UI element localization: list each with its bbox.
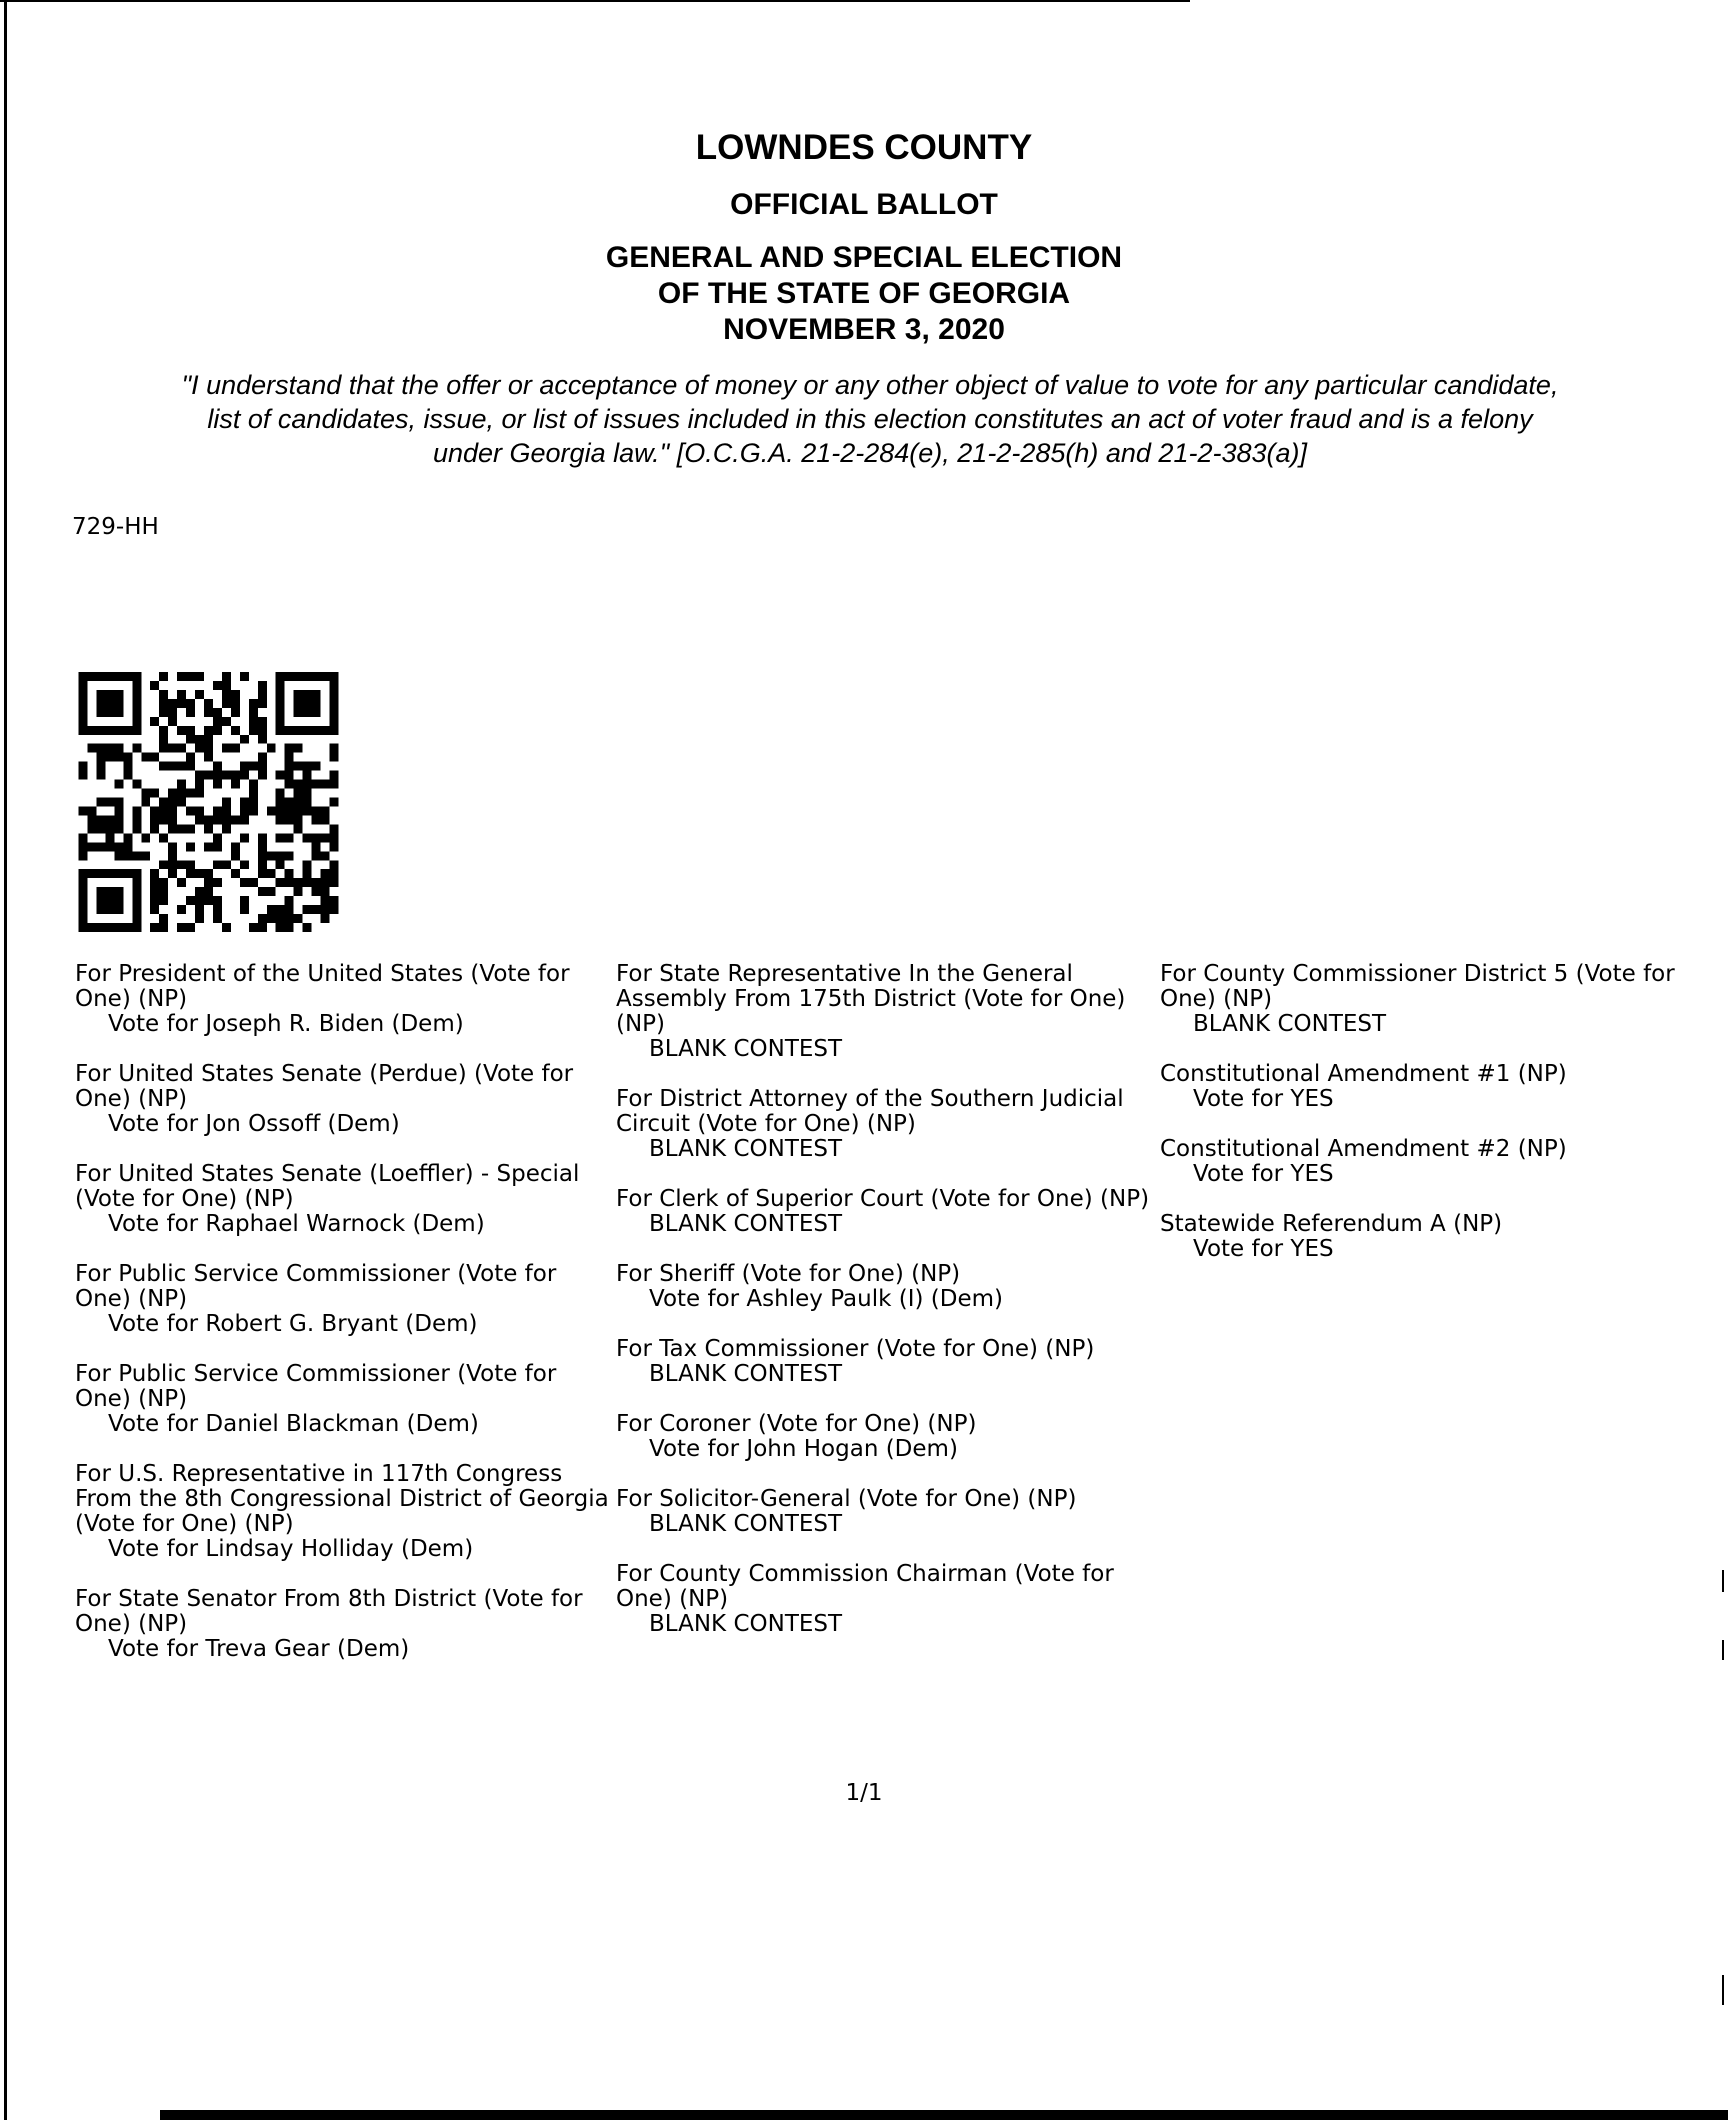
contest-selection: Vote for John Hogan (Dem) [649, 1436, 958, 1462]
contest-selection: Vote for YES [1193, 1236, 1334, 1262]
contest-block [616, 1087, 1156, 1162]
contest-selection: Vote for Joseph R. Biden (Dem) [108, 1011, 464, 1037]
contest-selection: Vote for Raphael Warnock (Dem) [108, 1211, 485, 1237]
contest-title: For Coroner (Vote for One) (NP) [616, 1411, 977, 1437]
oath-line: list of candidates, issue, or list of issues included in this election constitutes an act of voter fraud and is a felony [207, 404, 1533, 434]
contest-title: For County Commission Chairman (Vote for One) (NP) [616, 1561, 1114, 1612]
contest-block [1160, 1137, 1720, 1187]
contest-selection: BLANK CONTEST [649, 1136, 843, 1162]
contest-selection: Vote for YES [1193, 1161, 1334, 1187]
contest-block [75, 962, 615, 1037]
oath-line: "I understand that the offer or acceptance of money or any other object of value to vote for any particular candidate, [181, 370, 1559, 400]
contest-block [616, 962, 1156, 1062]
contest-title: Constitutional Amendment #1 (NP) [1160, 1061, 1567, 1087]
contest-title: For State Senator From 8th District (Vote for One) (NP) [75, 1586, 583, 1637]
election-date: NOVEMBER 3, 2020 [723, 313, 1005, 346]
contest-block [616, 1337, 1156, 1387]
contest-selection: BLANK CONTEST [649, 1361, 843, 1387]
oath-line: under Georgia law." [O.C.G.A. 21-2-284(e), 21-2-285(h) and 21-2-383(a)] [432, 438, 1308, 468]
page-bottom-border [160, 2110, 1728, 2120]
contest-selection: Vote for Jon Ossoff (Dem) [108, 1111, 400, 1137]
contest-block [616, 1562, 1156, 1637]
contest-title: For Public Service Commissioner (Vote for One) (NP) [75, 1361, 557, 1412]
contest-selection: Vote for Lindsay Holliday (Dem) [108, 1536, 474, 1562]
contest-title: For County Commissioner District 5 (Vote for One) (NP) [1160, 961, 1675, 1012]
contest-title: For United States Senate (Perdue) (Vote for One) (NP) [75, 1061, 574, 1112]
voter-fraud-oath [70, 368, 1670, 470]
contest-title: For Public Service Commissioner (Vote for One) (NP) [75, 1261, 557, 1312]
contest-block [616, 1412, 1156, 1462]
qr-code-icon [72, 672, 345, 932]
contest-block [75, 1062, 615, 1137]
contest-title: For Solicitor-General (Vote for One) (NP) [616, 1486, 1077, 1512]
page-right-mark [1722, 1975, 1724, 2005]
contest-title: For Sheriff (Vote for One) (NP) [616, 1261, 961, 1287]
contest-title: For Tax Commissioner (Vote for One) (NP) [616, 1336, 1095, 1362]
contest-block [75, 1362, 615, 1437]
page-right-mark [1722, 1640, 1724, 1660]
contest-title: For U.S. Representative in 117th Congress From the 8th Congressional District of Georgia (Vote for One) (NP) [75, 1461, 609, 1537]
contest-title: For State Representative In the General Assembly From 175th District (Vote for One) (NP) [616, 961, 1126, 1037]
page-right-mark [1722, 1570, 1724, 1592]
contest-title: Constitutional Amendment #2 (NP) [1160, 1136, 1567, 1162]
page-number: 1/1 [845, 1780, 883, 1806]
election-title-line: OF THE STATE OF GEORGIA [657, 277, 1071, 310]
contest-selection: Vote for Robert G. Bryant (Dem) [108, 1311, 478, 1337]
contest-title: Statewide Referendum A (NP) [1160, 1211, 1503, 1237]
ballot-style-id: 729-HH [72, 514, 159, 540]
contest-block [1160, 1212, 1720, 1262]
contest-block [616, 1187, 1156, 1237]
election-title [0, 240, 1728, 348]
contest-block [616, 1487, 1156, 1537]
ballot-type-title: OFFICIAL BALLOT [730, 188, 998, 221]
contest-selection: BLANK CONTEST [649, 1511, 843, 1537]
contest-title: For District Attorney of the Southern Judicial Circuit (Vote for One) (NP) [616, 1086, 1124, 1137]
contest-column-1 [75, 962, 615, 1687]
contest-block [1160, 1062, 1720, 1112]
contest-block [75, 1162, 615, 1237]
contest-column-3 [1160, 962, 1720, 1287]
contest-title: For President of the United States (Vote for One) (NP) [75, 961, 570, 1012]
contest-block [75, 1587, 615, 1662]
contest-title: For United States Senate (Loeffler) - Special (Vote for One) (NP) [75, 1161, 580, 1212]
contest-title: For Clerk of Superior Court (Vote for One) (NP) [616, 1186, 1150, 1212]
contest-block [75, 1462, 615, 1562]
contest-selection: Vote for Daniel Blackman (Dem) [108, 1411, 479, 1437]
contest-selection: BLANK CONTEST [1193, 1011, 1387, 1037]
contest-column-2 [616, 962, 1156, 1662]
contest-selection: Vote for Treva Gear (Dem) [108, 1636, 410, 1662]
contest-selection: BLANK CONTEST [649, 1036, 843, 1062]
contest-selection: BLANK CONTEST [649, 1211, 843, 1237]
county-title: LOWNDES COUNTY [695, 128, 1033, 167]
contest-selection: Vote for YES [1193, 1086, 1334, 1112]
contest-selection: Vote for Ashley Paulk (I) (Dem) [649, 1286, 1003, 1312]
contest-block [75, 1262, 615, 1337]
election-title-line: GENERAL AND SPECIAL ELECTION [605, 241, 1123, 274]
page-top-border [0, 0, 1190, 2]
contest-block [1160, 962, 1720, 1037]
contest-selection: BLANK CONTEST [649, 1611, 843, 1637]
contest-block [616, 1262, 1156, 1312]
